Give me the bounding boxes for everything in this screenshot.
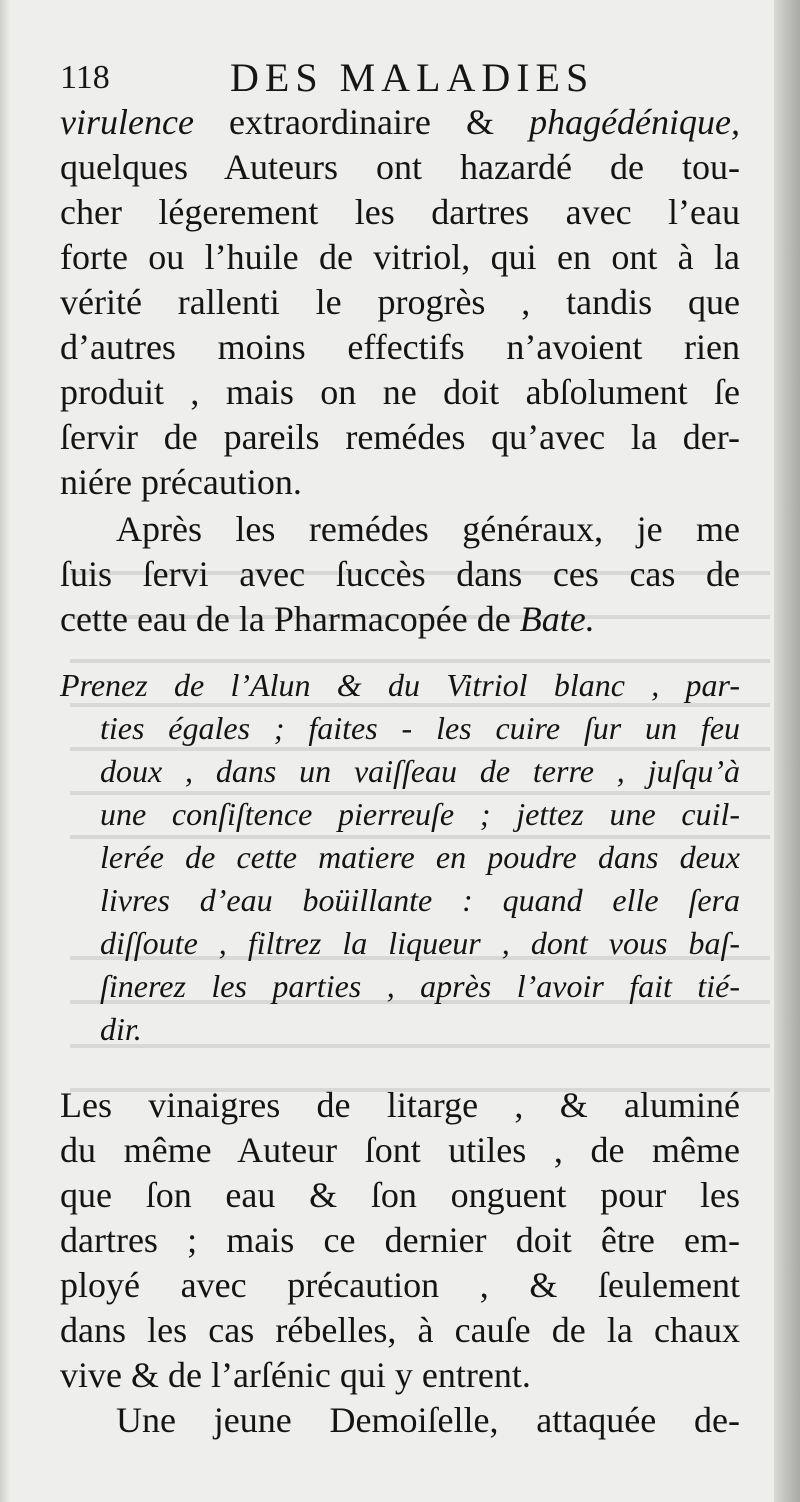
paragraph-3 bbox=[60, 1083, 740, 1398]
text-line: que ſon eau & ſon onguent pour les bbox=[60, 1175, 740, 1215]
text-line: virulence extraordinaire & phagédénique, bbox=[60, 102, 740, 142]
text-line: Les vinaigres de litarge , & aluminé bbox=[60, 1085, 740, 1125]
recipe-line: ties égales ; faites - les cuire ſur un feu bbox=[100, 710, 740, 746]
recipe-line: lerée de cette matiere en poudre dans deux bbox=[100, 839, 740, 875]
text-line: niére précaution. bbox=[60, 462, 302, 502]
text-line: ſervir de pareils remédes qu’avec la der- bbox=[60, 417, 740, 457]
text-line: vive & de l’arſénic qui y entrent. bbox=[60, 1355, 531, 1395]
paragraph-1 bbox=[60, 100, 740, 505]
text-line: Après les remédes généraux, je me bbox=[116, 509, 740, 549]
text-line: cette eau de la Pharmacopée de Bate. bbox=[60, 599, 595, 639]
text-line: forte ou l’huile de vitriol, qui en ont à la bbox=[60, 237, 740, 277]
recipe-line: doux , dans un vaiſſeau de terre , juſqu’à bbox=[100, 753, 740, 789]
page-gutter-shadow bbox=[0, 0, 10, 1502]
text-line: vérité rallenti le progrès , tandis que bbox=[60, 282, 740, 322]
text-line: du même Auteur ſont utiles , de même bbox=[60, 1130, 740, 1170]
paragraph-4 bbox=[60, 1398, 740, 1443]
recipe-block bbox=[60, 664, 740, 1051]
text-line: cher légerement les dartres avec l’eau bbox=[60, 192, 740, 232]
running-head bbox=[60, 56, 760, 100]
recipe-line: diſſoute , filtrez la liqueur , dont vous baſ- bbox=[100, 925, 740, 961]
text-line: Une jeune Demoiſelle, attaquée de- bbox=[116, 1400, 740, 1440]
recipe-line: livres d’eau boüillante : quand elle ſera bbox=[100, 882, 740, 918]
text-line: quelques Auteurs ont hazardé de tou- bbox=[60, 147, 740, 187]
running-title: DES MALADIES bbox=[230, 55, 595, 100]
paragraph-2 bbox=[60, 507, 740, 642]
page-number: 118 bbox=[60, 59, 110, 96]
text-line: dans les cas rébelles, à cauſe de la chaux bbox=[60, 1310, 740, 1350]
recipe-line: Prenez de l’Alun & du Vitriol blanc , par- bbox=[60, 667, 740, 703]
recipe-line: une conſiſtence pierreuſe ; jettez une cuil- bbox=[100, 796, 740, 832]
text-line: dartres ; mais ce dernier doit être em- bbox=[60, 1220, 740, 1260]
recipe-line: ſinerez les parties , après l’avoir fait tié- bbox=[100, 968, 740, 1004]
text-line: ſuis ſervi avec ſuccès dans ces cas de bbox=[60, 554, 740, 594]
text-line: d’autres moins effectifs n’avoient rien bbox=[60, 327, 740, 367]
text-line: ployé avec précaution , & ſeulement bbox=[60, 1265, 740, 1305]
page-edge-shadow bbox=[774, 0, 800, 1502]
text-line: produit , mais on ne doit abſolument ſe bbox=[60, 372, 740, 412]
recipe-line: dir. bbox=[100, 1011, 142, 1047]
